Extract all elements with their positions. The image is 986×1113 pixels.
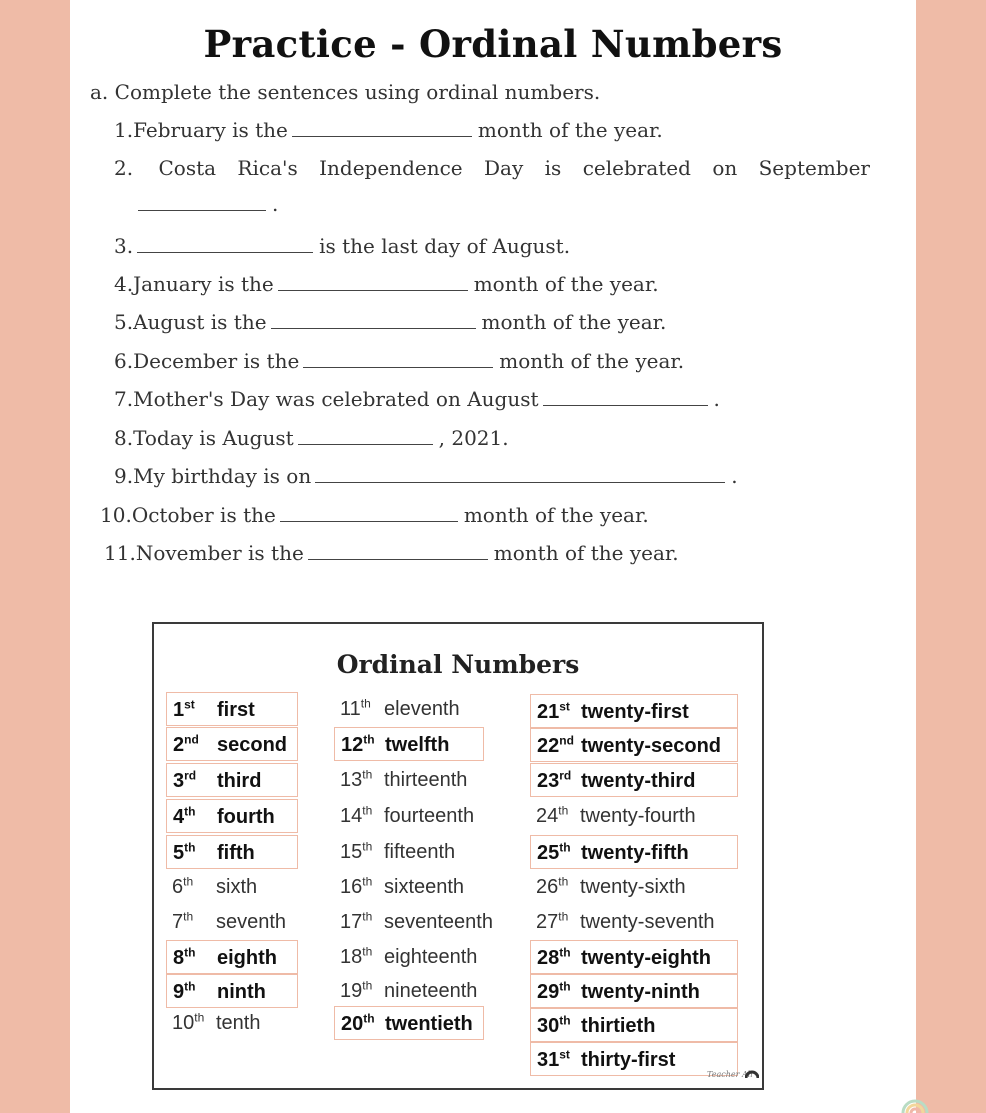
ordinal-word: fifth bbox=[217, 842, 255, 864]
sentence-text-after: month of the year. bbox=[463, 503, 649, 527]
sentence-word: is bbox=[544, 156, 562, 180]
ordinal-word: seventeenth bbox=[384, 911, 493, 933]
ordinal-word: twenty-sixth bbox=[580, 876, 686, 898]
sentence-number: 6. bbox=[114, 349, 134, 373]
sentence-text-before: Mother's Day was celebrated on August bbox=[133, 387, 539, 411]
ordinal-suffix: nd bbox=[559, 733, 574, 748]
ordinal-digits: 21 bbox=[537, 701, 560, 723]
ordinal-word: ninth bbox=[217, 981, 266, 1003]
ordinal-suffix: th bbox=[362, 909, 373, 924]
sentence-text-before: October is the bbox=[131, 503, 276, 527]
sentence-number: 8. bbox=[114, 426, 134, 450]
ordinal-digits: 26 bbox=[536, 876, 559, 898]
answer-blank[interactable] bbox=[543, 387, 708, 406]
ordinal-digits: 20 bbox=[341, 1013, 364, 1035]
ordinal-number bbox=[340, 835, 384, 869]
ordinal-digits: 31 bbox=[537, 1049, 560, 1071]
sentence-number: 7. bbox=[114, 387, 134, 411]
sentence-word: on bbox=[712, 156, 738, 180]
answer-blank[interactable] bbox=[271, 310, 476, 329]
sentence-2 bbox=[114, 156, 870, 180]
sentence-11 bbox=[100, 503, 649, 527]
ordinal-reference-table bbox=[152, 622, 764, 1090]
left-border-stripe bbox=[0, 0, 70, 1113]
sentence-word: Costa bbox=[158, 156, 217, 180]
ordinal-entry bbox=[530, 694, 738, 728]
ordinal-word: twenty-third bbox=[581, 770, 696, 792]
sentence-word: September bbox=[758, 156, 870, 180]
sentence-6 bbox=[114, 310, 666, 334]
sentence-text-after: month of the year. bbox=[473, 272, 659, 296]
ordinal-digits: 2 bbox=[173, 734, 185, 756]
ordinal-number bbox=[537, 1043, 581, 1077]
rainbow-decoration-icon bbox=[900, 1094, 930, 1113]
ordinal-word: twenty-ninth bbox=[581, 981, 700, 1003]
ordinal-digits: 5 bbox=[173, 842, 185, 864]
sentence-text-before: Today is August bbox=[133, 426, 294, 450]
ordinal-number bbox=[340, 974, 384, 1008]
sentence-4 bbox=[114, 234, 570, 258]
ordinal-suffix: nd bbox=[184, 732, 199, 747]
answer-blank[interactable] bbox=[278, 272, 468, 291]
ordinal-word: fifteenth bbox=[384, 841, 456, 863]
page-title: Practice - Ordinal Numbers bbox=[203, 22, 783, 66]
ordinal-number bbox=[536, 799, 580, 833]
ordinal-number bbox=[340, 763, 384, 797]
ordinal-suffix: th bbox=[183, 874, 194, 889]
ordinal-word: twenty-fifth bbox=[581, 842, 689, 864]
ordinal-suffix: th bbox=[363, 1011, 375, 1026]
ordinal-number bbox=[341, 728, 385, 762]
sentence-number: 10. bbox=[100, 503, 132, 527]
sentence-text-before: August is the bbox=[133, 310, 267, 334]
ordinal-entry bbox=[166, 727, 298, 761]
ordinal-suffix: th bbox=[360, 696, 371, 711]
ordinal-digits: 3 bbox=[173, 770, 185, 792]
sentence-text-after: . bbox=[272, 192, 279, 216]
sentence-9 bbox=[114, 426, 509, 450]
ordinal-digits: 24 bbox=[536, 805, 559, 827]
ordinal-suffix: th bbox=[558, 874, 569, 889]
ordinal-number bbox=[173, 975, 217, 1009]
ordinal-digits: 16 bbox=[340, 876, 363, 898]
ordinal-digits: 18 bbox=[340, 946, 363, 968]
ordinal-number bbox=[340, 692, 384, 726]
ordinal-suffix: rd bbox=[559, 768, 572, 783]
ordinal-digits: 17 bbox=[340, 911, 363, 933]
ordinal-entry bbox=[530, 870, 686, 904]
ordinal-suffix: th bbox=[559, 979, 571, 994]
sentence-text-after: . bbox=[731, 464, 738, 488]
ordinal-word: eighth bbox=[217, 947, 277, 969]
ordinal-word: thirteenth bbox=[384, 769, 468, 791]
ordinal-word: fourteenth bbox=[384, 805, 475, 827]
sentence-number: 9. bbox=[114, 464, 134, 488]
ordinal-suffix: rd bbox=[184, 768, 197, 783]
ordinal-word: twenty-seventh bbox=[580, 911, 715, 933]
ordinal-entry bbox=[166, 692, 298, 726]
ordinal-number bbox=[340, 905, 384, 939]
ordinal-digits: 19 bbox=[340, 980, 363, 1002]
ordinal-entry bbox=[334, 799, 474, 833]
ordinal-number bbox=[537, 764, 581, 798]
ordinal-entry bbox=[166, 763, 298, 797]
ordinal-word: seventh bbox=[216, 911, 287, 933]
ordinal-word: twenty-second bbox=[581, 735, 722, 757]
ordinal-word: twenty-first bbox=[581, 701, 689, 723]
ordinal-entry bbox=[530, 974, 738, 1008]
sentence-number: 5. bbox=[114, 310, 134, 334]
ordinal-entry bbox=[334, 692, 460, 726]
ordinal-suffix: th bbox=[558, 909, 569, 924]
ordinal-number bbox=[173, 836, 217, 870]
ordinal-digits: 11 bbox=[340, 698, 361, 720]
ordinal-suffix: th bbox=[362, 767, 373, 782]
ordinal-suffix: th bbox=[362, 944, 373, 959]
ordinal-word: fourth bbox=[217, 806, 275, 828]
ordinal-number bbox=[537, 729, 581, 763]
ordinal-word: eleventh bbox=[384, 698, 460, 720]
sentence-number: 4. bbox=[114, 272, 134, 296]
ordinal-entry bbox=[166, 974, 298, 1008]
sentence-text-after: month of the year. bbox=[481, 310, 667, 334]
sentence-text-after: month of the year. bbox=[477, 118, 663, 142]
answer-blank[interactable] bbox=[137, 234, 313, 253]
ordinal-suffix: th bbox=[184, 840, 196, 855]
ordinal-digits: 29 bbox=[537, 981, 560, 1003]
answer-blank[interactable] bbox=[308, 541, 488, 560]
sentence-text-after: , 2021. bbox=[438, 426, 509, 450]
teacher-logo-text: Teacher Ali bbox=[707, 1070, 753, 1079]
ordinal-entry bbox=[334, 763, 467, 797]
ordinal-digits: 13 bbox=[340, 769, 363, 791]
sentence-word: Rica's bbox=[237, 156, 298, 180]
sentence-8 bbox=[114, 387, 720, 411]
answer-blank[interactable] bbox=[298, 426, 433, 445]
ordinal-entry bbox=[166, 905, 286, 939]
sentence-text-before: December is the bbox=[133, 349, 300, 373]
sentence-text-after: month of the year. bbox=[493, 541, 679, 565]
ordinal-word: first bbox=[217, 699, 255, 721]
ordinal-entry bbox=[530, 763, 738, 797]
ordinal-number bbox=[172, 905, 216, 939]
ordinal-suffix: th bbox=[194, 1010, 205, 1025]
ordinal-entry bbox=[166, 1006, 260, 1040]
ordinal-number bbox=[172, 1006, 216, 1040]
ordinal-number bbox=[173, 693, 217, 727]
ordinal-suffix: th bbox=[184, 804, 196, 819]
ordinal-digits: 12 bbox=[341, 734, 364, 756]
ordinal-suffix: th bbox=[183, 909, 194, 924]
ordinal-entry bbox=[334, 905, 493, 939]
ordinal-suffix: th bbox=[362, 874, 373, 889]
sentence-text-before: November is the bbox=[135, 541, 304, 565]
answer-blank[interactable] bbox=[315, 464, 725, 483]
ordinal-suffix: st bbox=[184, 697, 195, 712]
ordinal-entry bbox=[334, 727, 484, 761]
sentence-5 bbox=[114, 272, 659, 296]
rainbow-logo-icon bbox=[745, 1066, 759, 1080]
ordinal-word: twenty-fourth bbox=[580, 805, 696, 827]
ordinal-number bbox=[537, 941, 581, 975]
worksheet-page bbox=[70, 0, 916, 1113]
ordinal-number bbox=[536, 905, 580, 939]
ordinal-digits: 27 bbox=[536, 911, 559, 933]
sentence-text-after: . bbox=[713, 387, 720, 411]
ordinal-entry bbox=[334, 835, 455, 869]
ordinal-number bbox=[537, 975, 581, 1009]
instruction-text: a. Complete the sentences using ordinal numbers. bbox=[90, 80, 601, 104]
ordinal-number bbox=[341, 1007, 385, 1041]
sentence-text-before: January is the bbox=[133, 272, 274, 296]
ordinal-digits: 14 bbox=[340, 805, 363, 827]
ordinal-digits: 10 bbox=[172, 1012, 195, 1034]
ordinal-suffix: th bbox=[559, 945, 571, 960]
sentence-12 bbox=[104, 541, 679, 565]
ordinal-number bbox=[340, 870, 384, 904]
ordinal-digits: 22 bbox=[537, 735, 560, 757]
sentence-number: 2. bbox=[114, 156, 134, 180]
ordinal-suffix: th bbox=[362, 978, 373, 993]
ordinal-number bbox=[537, 1009, 581, 1043]
ordinal-entry bbox=[530, 799, 696, 833]
ordinal-word: sixth bbox=[216, 876, 258, 898]
sentence-word: Independence bbox=[319, 156, 463, 180]
sentence-text-before: My birthday is on bbox=[133, 464, 312, 488]
ordinal-suffix: st bbox=[559, 1047, 570, 1062]
ordinal-digits: 25 bbox=[537, 842, 560, 864]
ordinal-entry bbox=[166, 835, 298, 869]
ordinal-suffix: th bbox=[362, 839, 373, 854]
answer-blank[interactable] bbox=[303, 349, 493, 368]
ordinal-suffix: th bbox=[558, 803, 569, 818]
sentence-text-after: month of the year. bbox=[499, 349, 685, 373]
ordinal-entry bbox=[530, 940, 738, 974]
answer-blank[interactable] bbox=[138, 192, 266, 211]
ordinal-digits: 6 bbox=[172, 876, 184, 898]
ordinal-digits: 4 bbox=[173, 806, 185, 828]
right-border-stripe bbox=[916, 0, 986, 1113]
sentence-text-after: is the last day of August. bbox=[319, 234, 571, 258]
ordinal-word: thirtieth bbox=[581, 1015, 656, 1037]
ordinal-digits: 8 bbox=[173, 947, 185, 969]
ordinal-entry bbox=[166, 870, 257, 904]
sentence-3 bbox=[134, 192, 278, 216]
ordinal-word: twelfth bbox=[385, 734, 450, 756]
ordinal-entry bbox=[530, 835, 738, 869]
ordinal-digits: 7 bbox=[172, 911, 184, 933]
sentence-1 bbox=[114, 118, 663, 142]
sentence-word: celebrated bbox=[582, 156, 691, 180]
ordinal-word: nineteenth bbox=[384, 980, 478, 1002]
ordinal-number bbox=[173, 800, 217, 834]
ordinal-entry bbox=[166, 799, 298, 833]
ordinal-number bbox=[536, 870, 580, 904]
ordinal-entry bbox=[334, 1006, 484, 1040]
ordinal-word: eighteenth bbox=[384, 946, 478, 968]
sentence-7 bbox=[114, 349, 684, 373]
sentence-number: 1. bbox=[114, 118, 134, 142]
ordinal-number bbox=[172, 870, 216, 904]
ordinal-entry bbox=[334, 974, 477, 1008]
ordinal-entry bbox=[530, 905, 715, 939]
ordinal-word: tenth bbox=[216, 1012, 261, 1034]
ordinal-number bbox=[173, 941, 217, 975]
ordinal-suffix: th bbox=[184, 979, 196, 994]
ordinal-number bbox=[340, 799, 384, 833]
ordinal-digits: 30 bbox=[537, 1015, 560, 1037]
ordinal-suffix: th bbox=[362, 803, 373, 818]
ordinal-entry bbox=[334, 940, 477, 974]
sentence-number: 11. bbox=[104, 541, 136, 565]
answer-blank[interactable] bbox=[292, 118, 472, 137]
ordinal-entry bbox=[530, 1008, 738, 1042]
ordinal-word: twenty-eighth bbox=[581, 947, 711, 969]
ordinal-number bbox=[537, 836, 581, 870]
ordinal-number bbox=[537, 695, 581, 729]
sentence-word: Day bbox=[484, 156, 524, 180]
ordinal-number bbox=[173, 764, 217, 798]
ordinal-digits: 15 bbox=[340, 841, 363, 863]
ordinal-word: sixteenth bbox=[384, 876, 465, 898]
ordinal-word: twentieth bbox=[385, 1013, 473, 1035]
ordinal-word: third bbox=[217, 770, 262, 792]
ordinal-suffix: th bbox=[363, 732, 375, 747]
sentence-number: 3. bbox=[114, 234, 134, 258]
ordinal-entry bbox=[530, 728, 738, 762]
ordinal-digits: 23 bbox=[537, 770, 560, 792]
ordinal-word: second bbox=[217, 734, 288, 756]
ordinal-digits: 1 bbox=[173, 699, 185, 721]
ordinal-digits: 28 bbox=[537, 947, 560, 969]
ordinal-entry bbox=[166, 940, 298, 974]
sentence-10 bbox=[114, 464, 738, 488]
answer-blank[interactable] bbox=[280, 503, 458, 522]
ordinal-number bbox=[173, 728, 217, 762]
sentence-text-before: February is the bbox=[133, 118, 288, 142]
ordinal-entry bbox=[334, 870, 464, 904]
ordinal-digits: 9 bbox=[173, 981, 185, 1003]
ordinal-suffix: st bbox=[559, 699, 570, 714]
ordinal-word: thirty-first bbox=[581, 1049, 676, 1071]
ordinal-suffix: th bbox=[559, 840, 571, 855]
ordinal-number bbox=[340, 940, 384, 974]
reference-title: Ordinal Numbers bbox=[336, 650, 580, 679]
ordinal-suffix: th bbox=[559, 1013, 571, 1028]
ordinal-suffix: th bbox=[184, 945, 196, 960]
